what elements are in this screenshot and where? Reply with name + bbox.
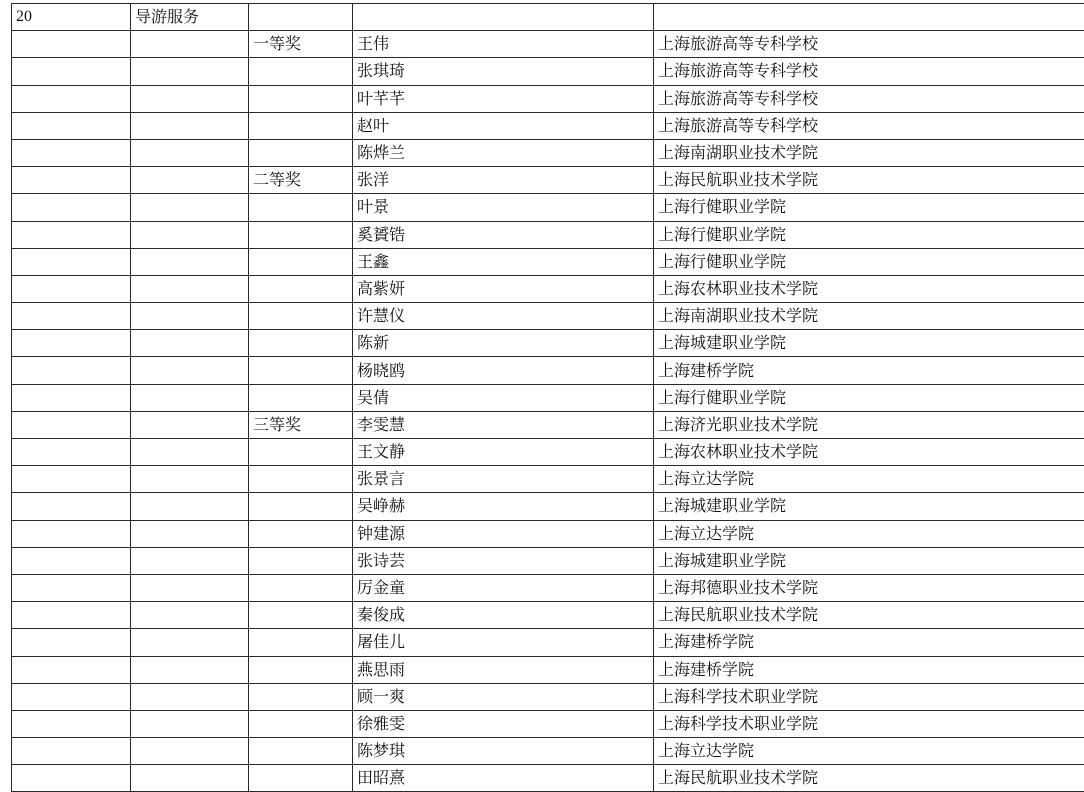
- name-cell: 杨晓鸥: [353, 357, 654, 384]
- award-cell: [249, 547, 353, 574]
- category-cell: [131, 466, 249, 493]
- award-cell: [249, 357, 353, 384]
- category-cell: [131, 384, 249, 411]
- item-number-cell: [12, 574, 131, 601]
- table-row: [12, 439, 1084, 466]
- school-cell: 上海建桥学院: [654, 357, 1084, 384]
- name-cell: 陈新: [353, 330, 654, 357]
- name-cell: 叶景: [353, 194, 654, 221]
- school-cell: 上海旅游高等专科学校: [654, 85, 1084, 112]
- item-number-cell: [12, 656, 131, 683]
- school-cell: 上海行健职业学院: [654, 384, 1084, 411]
- school-cell: 上海城建职业学院: [654, 493, 1084, 520]
- award-cell: 一等奖: [249, 31, 353, 58]
- table-row: [12, 765, 1084, 792]
- school-cell: 上海行健职业学院: [654, 194, 1084, 221]
- name-cell: 徐雅雯: [353, 710, 654, 737]
- name-cell: 吴倩: [353, 384, 654, 411]
- award-cell: 二等奖: [249, 167, 353, 194]
- category-cell: [131, 58, 249, 85]
- name-cell: 顾一爽: [353, 683, 654, 710]
- category-cell: [131, 194, 249, 221]
- name-cell: 钟建源: [353, 520, 654, 547]
- school-cell: 上海科学技术职业学院: [654, 683, 1084, 710]
- table-row: [12, 574, 1084, 601]
- school-cell: 上海南湖职业技术学院: [654, 139, 1084, 166]
- item-number-cell: [12, 275, 131, 302]
- name-cell: 王伟: [353, 31, 654, 58]
- category-cell: [131, 629, 249, 656]
- school-cell: 上海行健职业学院: [654, 248, 1084, 275]
- item-number-cell: [12, 330, 131, 357]
- award-cell: [249, 194, 353, 221]
- table-row: [12, 602, 1084, 629]
- item-number-cell: [12, 710, 131, 737]
- award-cell: [249, 112, 353, 139]
- category-cell: [131, 112, 249, 139]
- table-row-category: [12, 4, 1084, 31]
- school-cell: 上海旅游高等专科学校: [654, 31, 1084, 58]
- item-number-cell: [12, 248, 131, 275]
- category-cell: [131, 139, 249, 166]
- award-cell: [249, 330, 353, 357]
- school-cell: 上海建桥学院: [654, 656, 1084, 683]
- table-row: [12, 85, 1084, 112]
- table-row: [12, 656, 1084, 683]
- name-cell: 屠佳儿: [353, 629, 654, 656]
- award-cell: [249, 248, 353, 275]
- name-cell: 许慧仪: [353, 303, 654, 330]
- school-cell: 上海旅游高等专科学校: [654, 58, 1084, 85]
- category-cell: [131, 765, 249, 792]
- item-number-cell: [12, 738, 131, 765]
- category-cell: [131, 411, 249, 438]
- item-number-cell: [12, 466, 131, 493]
- category-cell: [131, 330, 249, 357]
- school-cell: 上海邦德职业技术学院: [654, 574, 1084, 601]
- category-cell: [131, 167, 249, 194]
- award-cell: [249, 765, 353, 792]
- category-cell: [131, 656, 249, 683]
- category-cell: [131, 683, 249, 710]
- category-cell: [131, 275, 249, 302]
- category-cell: [131, 31, 249, 58]
- category-cell: [131, 710, 249, 737]
- category-cell: 导游服务: [131, 4, 249, 31]
- award-cell: [249, 520, 353, 547]
- table-row: [12, 58, 1084, 85]
- award-cell: [249, 439, 353, 466]
- award-cell: [249, 58, 353, 85]
- table-row: [12, 629, 1084, 656]
- award-cell: [249, 221, 353, 248]
- item-number-cell: [12, 31, 131, 58]
- name-cell: 张琪琦: [353, 58, 654, 85]
- item-number-cell: [12, 765, 131, 792]
- name-cell: 秦俊成: [353, 602, 654, 629]
- award-cell: [249, 85, 353, 112]
- category-cell: [131, 439, 249, 466]
- name-cell: 李雯慧: [353, 411, 654, 438]
- award-cell: [249, 629, 353, 656]
- item-number-cell: 20: [12, 4, 131, 31]
- school-cell: 上海农林职业技术学院: [654, 439, 1084, 466]
- school-cell: 上海城建职业学院: [654, 547, 1084, 574]
- table-row: [12, 330, 1084, 357]
- name-cell: 吴峥赫: [353, 493, 654, 520]
- item-number-cell: [12, 520, 131, 547]
- table-row: [12, 194, 1084, 221]
- table-row: [12, 683, 1084, 710]
- category-cell: [131, 493, 249, 520]
- table-row: [12, 547, 1084, 574]
- table-row: [12, 112, 1084, 139]
- award-cell: [249, 738, 353, 765]
- item-number-cell: [12, 58, 131, 85]
- school-cell: 上海立达学院: [654, 738, 1084, 765]
- table-body: [12, 4, 1084, 792]
- category-cell: [131, 357, 249, 384]
- item-number-cell: [12, 439, 131, 466]
- award-cell: [249, 602, 353, 629]
- category-cell: [131, 547, 249, 574]
- school-cell: [654, 4, 1084, 31]
- school-cell: 上海立达学院: [654, 520, 1084, 547]
- category-cell: [131, 574, 249, 601]
- item-number-cell: [12, 194, 131, 221]
- table-row: [12, 139, 1084, 166]
- awards-table: [11, 3, 1084, 792]
- table-row: [12, 710, 1084, 737]
- item-number-cell: [12, 139, 131, 166]
- table-row: [12, 221, 1084, 248]
- school-cell: 上海南湖职业技术学院: [654, 303, 1084, 330]
- name-cell: 高紫妍: [353, 275, 654, 302]
- school-cell: 上海民航职业技术学院: [654, 167, 1084, 194]
- item-number-cell: [12, 602, 131, 629]
- item-number-cell: [12, 384, 131, 411]
- name-cell: 田昭熹: [353, 765, 654, 792]
- school-cell: 上海行健职业学院: [654, 221, 1084, 248]
- item-number-cell: [12, 547, 131, 574]
- award-cell: [249, 574, 353, 601]
- name-cell: 张洋: [353, 167, 654, 194]
- table-row: [12, 493, 1084, 520]
- table-row: [12, 466, 1084, 493]
- award-cell: [249, 656, 353, 683]
- item-number-cell: [12, 683, 131, 710]
- item-number-cell: [12, 85, 131, 112]
- name-cell: 叶芊芊: [353, 85, 654, 112]
- item-number-cell: [12, 357, 131, 384]
- name-cell: 王文静: [353, 439, 654, 466]
- table-row: [12, 384, 1084, 411]
- school-cell: 上海民航职业技术学院: [654, 602, 1084, 629]
- category-cell: [131, 738, 249, 765]
- award-cell: [249, 466, 353, 493]
- table-row: [12, 738, 1084, 765]
- award-cell: [249, 683, 353, 710]
- award-cell: 三等奖: [249, 411, 353, 438]
- table-row: [12, 303, 1084, 330]
- name-cell: 张诗芸: [353, 547, 654, 574]
- table-row: [12, 275, 1084, 302]
- category-cell: [131, 303, 249, 330]
- name-cell: [353, 4, 654, 31]
- category-cell: [131, 602, 249, 629]
- school-cell: 上海科学技术职业学院: [654, 710, 1084, 737]
- table-row: [12, 520, 1084, 547]
- table-row: [12, 248, 1084, 275]
- award-cell: [249, 710, 353, 737]
- category-cell: [131, 221, 249, 248]
- school-cell: 上海农林职业技术学院: [654, 275, 1084, 302]
- name-cell: 陈梦琪: [353, 738, 654, 765]
- name-cell: 赵叶: [353, 112, 654, 139]
- school-cell: 上海城建职业学院: [654, 330, 1084, 357]
- item-number-cell: [12, 493, 131, 520]
- name-cell: 奚贇锆: [353, 221, 654, 248]
- item-number-cell: [12, 629, 131, 656]
- school-cell: 上海建桥学院: [654, 629, 1084, 656]
- item-number-cell: [12, 112, 131, 139]
- table-row: [12, 167, 1084, 194]
- award-cell: [249, 493, 353, 520]
- school-cell: 上海旅游高等专科学校: [654, 112, 1084, 139]
- award-cell: [249, 4, 353, 31]
- item-number-cell: [12, 167, 131, 194]
- award-cell: [249, 275, 353, 302]
- award-cell: [249, 139, 353, 166]
- table-row: [12, 31, 1084, 58]
- item-number-cell: [12, 411, 131, 438]
- item-number-cell: [12, 303, 131, 330]
- item-number-cell: [12, 221, 131, 248]
- name-cell: 燕思雨: [353, 656, 654, 683]
- name-cell: 张景言: [353, 466, 654, 493]
- award-cell: [249, 384, 353, 411]
- category-cell: [131, 520, 249, 547]
- name-cell: 厉金童: [353, 574, 654, 601]
- name-cell: 陈烨兰: [353, 139, 654, 166]
- school-cell: 上海民航职业技术学院: [654, 765, 1084, 792]
- table-row: [12, 411, 1084, 438]
- award-cell: [249, 303, 353, 330]
- table-row: [12, 357, 1084, 384]
- school-cell: 上海立达学院: [654, 466, 1084, 493]
- category-cell: [131, 85, 249, 112]
- name-cell: 王鑫: [353, 248, 654, 275]
- school-cell: 上海济光职业技术学院: [654, 411, 1084, 438]
- category-cell: [131, 248, 249, 275]
